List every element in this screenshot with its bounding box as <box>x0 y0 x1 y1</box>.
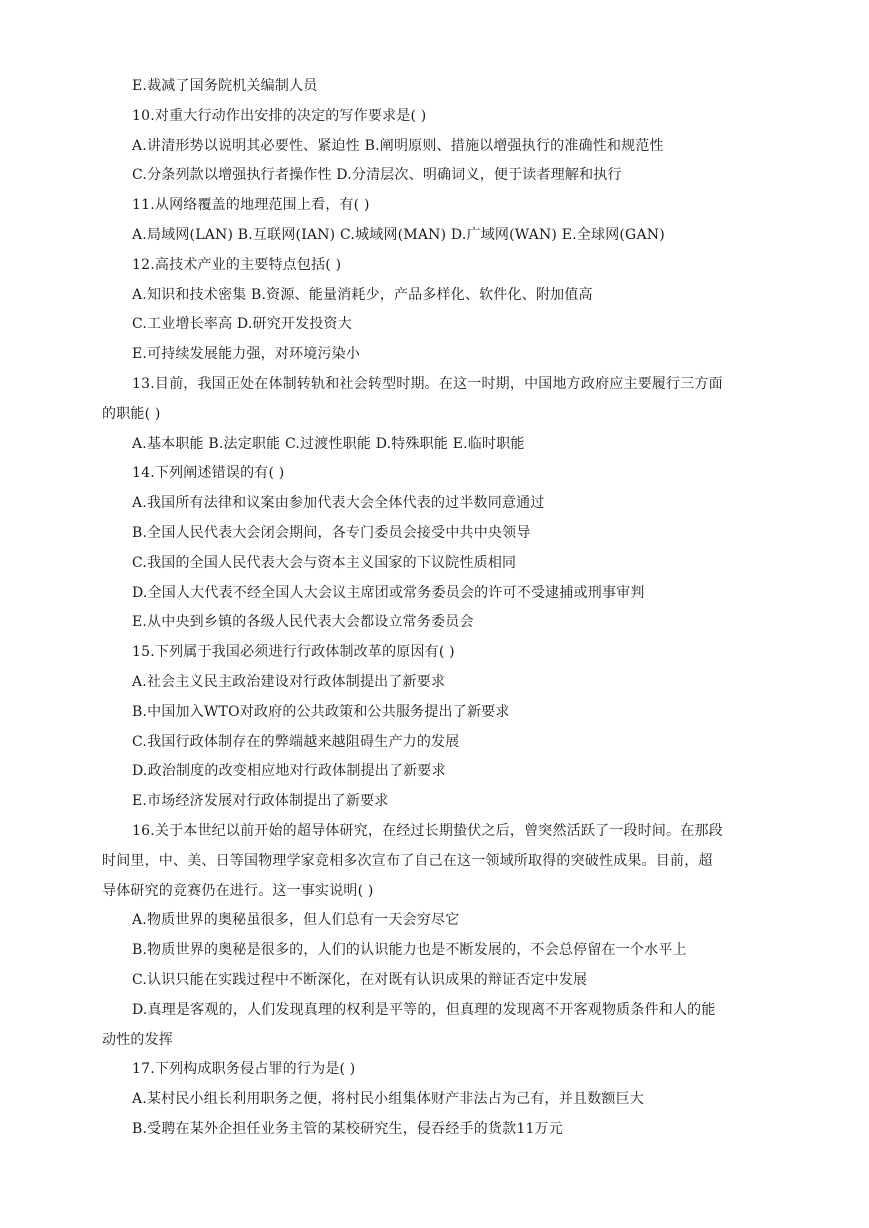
question-continuation-line: 时间里，中、美、日等国物理学家竞相多次宣布了自己在这一领域所取得的突破性成果。目前，超 <box>102 852 713 869</box>
option-line: B.物质世界的奥秘是很多的，人们的认识能力也是不断发展的，不会总停留在一个水平上 <box>132 942 687 959</box>
option-line: A.局域网(LAN) B.互联网(IAN) C.城域网(MAN) D.广域网(WAN) E.全球网(GAN) <box>132 226 665 243</box>
option-line: B.中国加入WTO对政府的公共政策和公共服务提出了新要求 <box>132 703 510 720</box>
option-line: A.某村民小组长利用职务之便，将村民小组集体财产非法占为己有，并且数额巨大 <box>132 1091 644 1108</box>
question-continuation-line: 导体研究的竞赛仍在进行。这一事实说明( ) <box>102 882 374 899</box>
option-line: B.受聘在某外企担任业务主管的某校研究生，侵吞经手的货款11万元 <box>132 1120 563 1137</box>
question-line: 11.从网络覆盖的地理范围上看，有( ) <box>132 197 370 214</box>
option-line: E.裁减了国务院机关编制人员 <box>132 78 318 94</box>
option-line: A.讲清形势以说明其必要性、紧迫性 B.阐明原则、措施以增强执行的准确性和规范性 <box>132 137 664 154</box>
option-line: C.我国的全国人民代表大会与资本主义国家的下议院性质相同 <box>132 554 517 571</box>
option-line: B.全国人民代表大会闭会期间，各专门委员会接受中共中央领导 <box>132 524 531 541</box>
question-line: 12.高技术产业的主要特点包括( ) <box>132 256 342 273</box>
option-line: E.市场经济发展对行政体制提出了新要求 <box>132 793 389 810</box>
document-body <box>102 72 772 1145</box>
option-line: D.政治制度的改变相应地对行政体制提出了新要求 <box>132 763 446 780</box>
question-line: 10.对重大行动作出安排的决定的写作要求是( ) <box>132 107 427 124</box>
option-line: A.基本职能 B.法定职能 C.过渡性职能 D.特殊职能 E.临时职能 <box>132 435 525 452</box>
option-line: A.知识和技术密集 B.资源、能量消耗少，产品多样化、软件化、附加值高 <box>132 286 593 303</box>
option-line: C.工业增长率高 D.研究开发投资大 <box>132 316 352 333</box>
question-line: 15.下列属于我国必须进行行政体制改革的原因有( ) <box>132 644 455 661</box>
option-continuation-line: 动性的发挥 <box>102 1031 173 1048</box>
option-line: A.我国所有法律和议案由参加代表大会全体代表的过半数同意通过 <box>132 495 545 512</box>
question-continuation-line: 的职能( ) <box>102 405 161 422</box>
option-line: A.物质世界的奥秘虽很多，但人们总有一天会穷尽它 <box>132 912 460 929</box>
option-line: E.从中央到乡镇的各级人民代表大会都设立常务委员会 <box>132 614 474 631</box>
option-line: C.分条列款以增强执行者操作性 D.分清层次、明确词义，便于读者理解和执行 <box>132 167 622 184</box>
question-line: 16.关于本世纪以前开始的超导体研究，在经过长期蛰伏之后，曾突然活跃了一段时间。在那段 <box>132 822 723 839</box>
question-line: 17.下列构成职务侵占罪的行为是( ) <box>132 1061 356 1078</box>
option-line: D.全国人大代表不经全国人大会议主席团或常务委员会的许可不受逮捕或刑事审判 <box>132 584 645 601</box>
option-line: A.社会主义民主政治建设对行政体制提出了新要求 <box>132 673 446 690</box>
question-line: 13.目前，我国正处在体制转轨和社会转型时期。在这一时期，中国地方政府应主要履行三方面 <box>132 375 723 392</box>
option-line: E.可持续发展能力强，对环境污染小 <box>132 346 361 363</box>
option-line: D.真理是客观的，人们发现真理的权利是平等的，但真理的发现离不开客观物质条件和人的能 <box>132 1001 716 1018</box>
question-line: 14.下列阐述错误的有( ) <box>132 465 285 482</box>
option-line: C.认识只能在实践过程中不断深化，在对既有认识成果的辩证否定中发展 <box>132 971 588 988</box>
option-line: C.我国行政体制存在的弊端越来越阻碍生产力的发展 <box>132 733 460 750</box>
